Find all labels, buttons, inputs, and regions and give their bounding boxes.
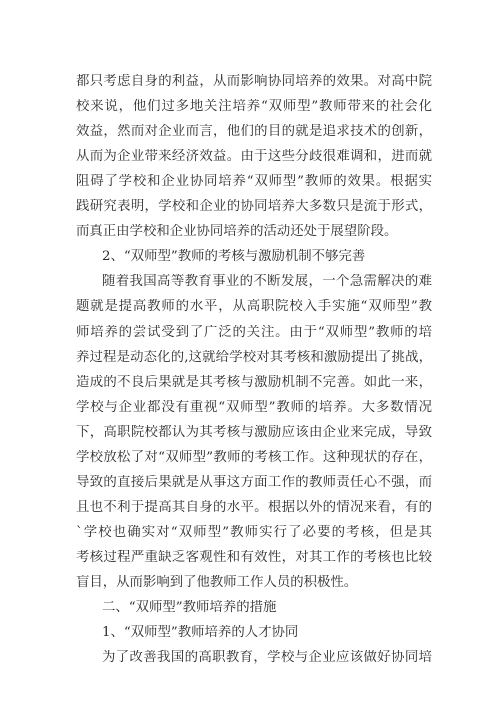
text-line: 都只考虑自身的利益，从而影响协同培养的效果。对高中院 (76, 74, 432, 89)
text-line: 而真正由学校和企业协同培养的活动还处于展望阶段。 (76, 224, 398, 239)
section-heading: 2、“双师型”教师的考核与激励机制不够完善 (102, 249, 366, 264)
text-line: 且也不利于提高其自身的水平。根据以外的情况来看，有的 (76, 500, 432, 515)
text-line: 养过程是动态化的,这就给学校对其考核和激励提出了挑战， (76, 350, 432, 365)
text-line: 造成的不良后果就是其考核与激励机制不完善。如此一来， (76, 375, 432, 390)
text-line: `学校也确实对“双师型”教师实行了必要的考核，但是其 (76, 525, 432, 540)
text-line: 效益，然而对企业而言，他们的目的就是追求技术的创新， (76, 124, 432, 139)
text-line: 导致的直接后果就是从事这方面工作的教师责任心不强，而 (76, 475, 432, 490)
text-line: 为了改善我国的高职教育，学校与企业应该做好协同培 (102, 650, 432, 665)
text-line: 阻碍了学校和企业协同培养“双师型”教师的效果。根据实 (76, 174, 432, 189)
section-heading: 二、“双师型”教师培养的措施 (102, 600, 277, 615)
text-line: 盲目，从而影响到了他教师工作人员的积极性。 (76, 575, 358, 590)
text-line: 从而为企业带来经济效益。由于这些分歧很难调和，进而就 (76, 149, 432, 164)
text-line: 校来说，他们过多地关注培养“双师型”教师带来的社会化 (76, 99, 432, 114)
text-line: 学校与企业都没有重视“双师型”教师的培养。大多数情况 (76, 400, 432, 415)
text-line: 考核过程严重缺乏客观性和有效性，对其工作的考核也比较 (76, 550, 432, 565)
text-line: 下，高职院校都认为其考核与激励应该由企业来完成，导致 (76, 425, 432, 440)
text-line: 师培养的尝试受到了广泛的关注。由于“双师型”教师的培 (76, 325, 432, 340)
text-line: 随着我国高等教育事业的不断发展，一个急需解决的难 (102, 274, 432, 289)
section-heading: 1、“双师型”教师培养的人才协同 (102, 625, 299, 640)
text-line: 题就是提高教师的水平，从高职院校入手实施“双师型”教 (76, 299, 432, 314)
text-line: 践研究表明，学校和企业的协同培养大多数只是流于形式， (76, 199, 432, 214)
text-line: 学校放松了对“双师型”教师的考核工作。这种现状的存在， (76, 450, 432, 465)
